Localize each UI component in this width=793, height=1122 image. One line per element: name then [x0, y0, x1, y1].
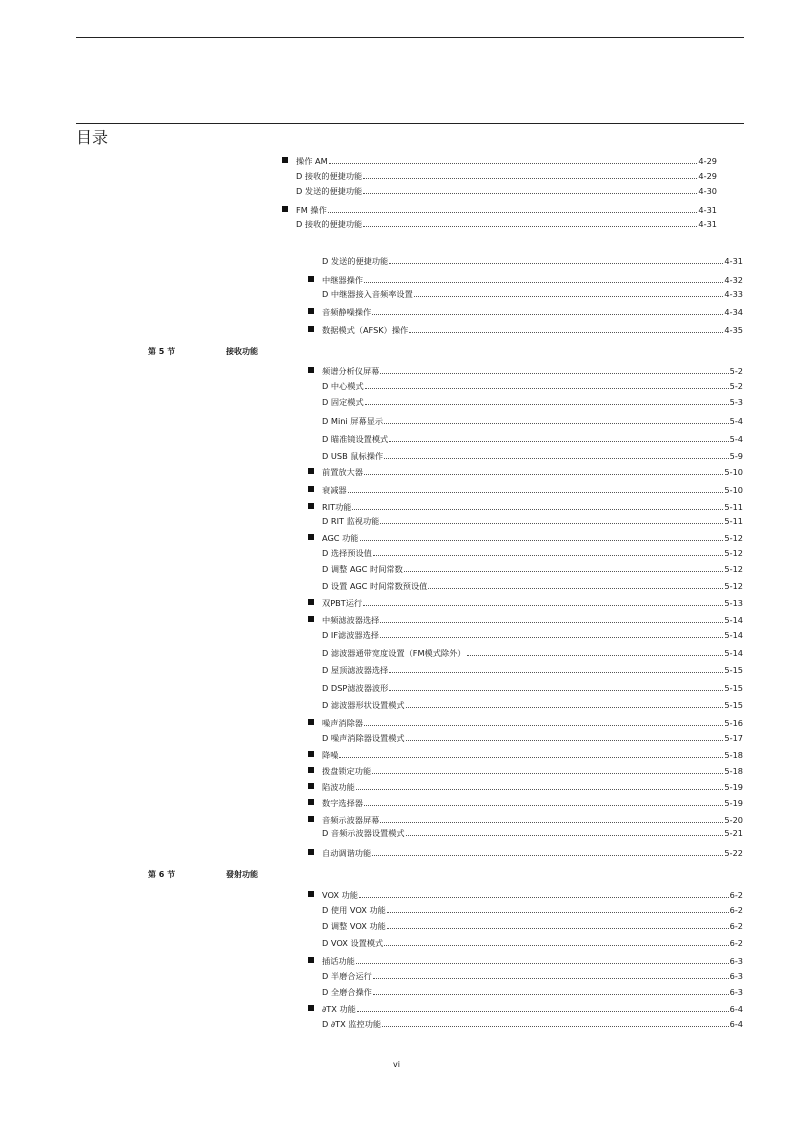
toc-entry-text: D 滤波器通带宽度设置（FM模式除外） [322, 648, 466, 658]
toc-entry-text: D DSP滤波器波形 [322, 683, 389, 693]
bullet-icon [308, 957, 314, 963]
toc-entry-text: D IF滤波器选择 [322, 630, 379, 640]
dot-leader [364, 805, 723, 806]
toc-entry[interactable] [296, 203, 717, 215]
toc-entry-page: 5-22 [724, 848, 743, 858]
toc-entry[interactable] [322, 985, 743, 997]
toc-entry-page: 5-2 [729, 381, 743, 391]
toc-entry[interactable] [322, 254, 743, 266]
toc-entry-text: 衰减器 [322, 485, 347, 495]
dot-leader [363, 226, 697, 227]
toc-entry[interactable] [322, 681, 743, 693]
toc-entry-page: 5-19 [724, 798, 743, 808]
dot-leader [380, 822, 723, 823]
bullet-icon [308, 799, 314, 805]
toc-entry-page: 5-18 [724, 766, 743, 776]
toc-entry[interactable] [322, 483, 743, 495]
toc-entry[interactable] [322, 813, 743, 825]
toc-entry-page: 4-34 [724, 307, 743, 317]
toc-entry-text: D ∂TX 监控功能 [322, 1019, 382, 1029]
toc-entry[interactable] [322, 562, 743, 574]
toc-entry-text: D 使用 VOX 功能 [322, 905, 386, 915]
toc-entry-text: D 中心模式 [322, 381, 364, 391]
toc-entry-text: D 固定模式 [322, 397, 364, 407]
toc-entry-text: D RIT 监视功能 [322, 516, 380, 526]
bullet-icon [308, 783, 314, 789]
dot-leader [363, 605, 723, 606]
dot-leader [406, 740, 724, 741]
toc-entry[interactable] [322, 414, 743, 426]
dot-leader [329, 163, 698, 164]
dot-leader [382, 1026, 729, 1027]
toc-entry-page: 5-11 [724, 516, 743, 526]
dot-leader [364, 282, 723, 283]
toc-entry[interactable] [322, 716, 743, 728]
toc-entry-text: D 发送的便捷功能 [322, 256, 389, 266]
toc-entry[interactable] [322, 969, 743, 981]
toc-entry-text: 数据模式（AFSK）操作 [322, 325, 409, 335]
dot-leader [372, 314, 723, 315]
dot-leader [389, 672, 723, 673]
toc-entry[interactable] [322, 764, 743, 776]
toc-entry-page: 4-31 [698, 205, 717, 215]
dot-leader [380, 637, 723, 638]
toc-entry-text: 自动调谐功能 [322, 848, 372, 858]
toc-entry[interactable] [322, 663, 743, 675]
toc-entry[interactable] [322, 1002, 743, 1014]
toc-entry[interactable] [322, 954, 743, 966]
toc-entry[interactable] [322, 826, 743, 838]
toc-entry[interactable] [322, 628, 743, 640]
toc-entry-page: 5-12 [724, 548, 743, 558]
toc-entry-text: 中继器操作 [322, 275, 363, 285]
toc-entry-page: 5-12 [724, 581, 743, 591]
toc-entry-page: 4-31 [698, 219, 717, 229]
dot-leader [373, 555, 724, 556]
dot-leader [428, 588, 723, 589]
toc-entry-page: 5-2 [729, 366, 743, 376]
page-title: 目录 [76, 128, 109, 147]
toc-entry-text: 音频静噪操作 [322, 307, 372, 317]
toc-entry-text: D 噪声消除器设置模式 [322, 733, 405, 743]
toc-entry-page: 6-3 [729, 987, 743, 997]
toc-entry[interactable] [322, 364, 743, 376]
bullet-icon [308, 486, 314, 492]
toc-entry-text: D 发送的便捷功能 [296, 186, 363, 196]
bullet-icon [308, 1005, 314, 1011]
toc-entry[interactable] [322, 936, 743, 948]
title-rule [76, 123, 744, 124]
toc-entry-text: D 屋顶滤波器选择 [322, 665, 389, 675]
toc-entry[interactable] [322, 846, 743, 858]
toc-entry-page: 6-4 [729, 1019, 743, 1029]
dot-leader [348, 492, 724, 493]
toc-entry[interactable] [322, 698, 743, 710]
toc-entry-text: D 半磨合运行 [322, 971, 372, 981]
dot-leader [380, 622, 723, 623]
bullet-icon [308, 503, 314, 509]
toc-entry-text: 操作 AM [296, 156, 328, 166]
section-5-number: 第 5 节 [148, 347, 176, 356]
dot-leader [389, 263, 723, 264]
toc-entry-page: 6-2 [729, 921, 743, 931]
dot-leader [364, 725, 723, 726]
toc-entry-text: ∂TX 功能 [322, 1004, 356, 1014]
toc-entry-text: 音频示波器屏幕 [322, 815, 380, 825]
dot-leader [356, 963, 729, 964]
toc-entry-page: 5-19 [724, 782, 743, 792]
toc-entry-text: D 调整 VOX 功能 [322, 921, 386, 931]
toc-entry-text: 插话功能 [322, 956, 355, 966]
bullet-icon [308, 719, 314, 725]
toc-entry[interactable] [322, 395, 743, 407]
bullet-icon [308, 751, 314, 757]
dot-leader [356, 789, 724, 790]
toc-entry-text: 降噪 [322, 750, 339, 760]
section-6-title: 發射功能 [226, 870, 258, 879]
dot-leader [372, 773, 723, 774]
dot-leader [373, 994, 729, 995]
dot-leader [380, 523, 723, 524]
toc-entry-text: D 滤波器形状设置模式 [322, 700, 405, 710]
toc-entry-text: 噪声消除器 [322, 718, 363, 728]
bullet-icon [308, 468, 314, 474]
toc-entry-page: 5-12 [724, 564, 743, 574]
toc-entry[interactable] [322, 273, 743, 285]
toc-entry-page: 4-33 [724, 289, 743, 299]
bullet-icon [282, 157, 288, 163]
page-number: vi [393, 1060, 400, 1069]
bullet-icon [282, 206, 288, 212]
toc-entry[interactable] [322, 287, 743, 299]
toc-entry[interactable] [322, 748, 743, 760]
toc-entry-page: 5-18 [724, 750, 743, 760]
toc-entry-text: 前置放大器 [322, 467, 363, 477]
toc-entry-page: 6-3 [729, 956, 743, 966]
toc-entry[interactable] [322, 596, 743, 608]
toc-entry[interactable] [322, 323, 743, 335]
toc-entry-page: 5-11 [724, 502, 743, 512]
toc-entry[interactable] [322, 613, 743, 625]
toc-entry-text: D 音频示波器设置模式 [322, 828, 405, 838]
toc-entry-text: D Mini 屏幕显示 [322, 416, 384, 426]
toc-entry-page: 4-29 [698, 171, 717, 181]
toc-entry-text: D 选择预设值 [322, 548, 372, 558]
toc-entry-text: 双PBT运行 [322, 598, 363, 608]
toc-entry-text: D VOX 设置模式 [322, 938, 384, 948]
toc-entry[interactable] [322, 500, 743, 512]
toc-entry-page: 6-2 [729, 890, 743, 900]
toc-entry[interactable] [296, 184, 717, 196]
toc-entry[interactable] [322, 449, 743, 461]
toc-entry-text: 陷波功能 [322, 782, 355, 792]
toc-entry[interactable] [322, 305, 743, 317]
toc-entry-page: 5-17 [724, 733, 743, 743]
section-6-number: 第 6 节 [148, 870, 176, 879]
section-5-title: 接收功能 [226, 347, 258, 356]
toc-entry-page: 5-15 [724, 665, 743, 675]
toc-entry-page: 5-21 [724, 828, 743, 838]
toc-entry-text: RIT功能 [322, 502, 352, 512]
toc-entry-page: 4-35 [724, 325, 743, 335]
dot-leader [328, 212, 698, 213]
dot-leader [406, 707, 724, 708]
dot-leader [363, 193, 697, 194]
dot-leader [384, 945, 728, 946]
dot-leader [373, 978, 729, 979]
toc-entry-text: VOX 功能 [322, 890, 358, 900]
bullet-icon [308, 616, 314, 622]
bullet-icon [308, 534, 314, 540]
dot-leader [380, 373, 728, 374]
toc-entry[interactable] [322, 514, 743, 526]
toc-entry[interactable] [322, 531, 743, 543]
dot-leader [387, 912, 729, 913]
toc-entry-page: 5-14 [724, 648, 743, 658]
toc-entry[interactable] [322, 379, 743, 391]
bullet-icon [308, 891, 314, 897]
toc-entry-page: 5-4 [729, 434, 743, 444]
toc-entry-page: 5-9 [729, 451, 743, 461]
toc-entry-text: D 设置 AGC 时间常数预设值 [322, 581, 428, 591]
toc-entry-text: D 接收的便捷功能 [296, 219, 363, 229]
dot-leader [359, 897, 729, 898]
toc-entry-page: 5-14 [724, 630, 743, 640]
bullet-icon [308, 816, 314, 822]
bullet-icon [308, 849, 314, 855]
toc-entry-text: D 调整 AGC 时间常数 [322, 564, 403, 574]
dot-leader [357, 1011, 729, 1012]
toc-entry-text: 数字选择器 [322, 798, 363, 808]
toc-entry[interactable] [322, 731, 743, 743]
dot-leader [364, 474, 723, 475]
bullet-icon [308, 367, 314, 373]
dot-leader [360, 540, 724, 541]
toc-entry[interactable] [296, 169, 717, 181]
toc-entry-page: 5-10 [724, 467, 743, 477]
toc-entry[interactable] [322, 465, 743, 477]
toc-entry-text: D 中继器接入音频率设置 [322, 289, 413, 299]
dot-leader [352, 509, 723, 510]
dot-leader [389, 441, 728, 442]
toc-entry-text: D 瞄准镜设置模式 [322, 434, 389, 444]
bullet-icon [308, 308, 314, 314]
bullet-icon [308, 599, 314, 605]
toc-entry-page: 4-32 [724, 275, 743, 285]
bullet-icon [308, 326, 314, 332]
toc-entry-text: 拨盘锁定功能 [322, 766, 372, 776]
toc-entry[interactable] [322, 780, 743, 792]
toc-entry-page: 5-15 [724, 700, 743, 710]
dot-leader [467, 655, 724, 656]
toc-entry-page: 5-10 [724, 485, 743, 495]
toc-entry-page: 5-14 [724, 615, 743, 625]
bullet-icon [308, 767, 314, 773]
toc-entry-text: D USB 鼠标操作 [322, 451, 384, 461]
toc-entry[interactable] [322, 1017, 743, 1029]
toc-entry[interactable] [322, 919, 743, 931]
toc-entry-page: 6-2 [729, 905, 743, 915]
dot-leader [409, 332, 723, 333]
toc-entry-text: D 接收的便捷功能 [296, 171, 363, 181]
toc-entry-page: 5-20 [724, 815, 743, 825]
toc-entry[interactable] [322, 579, 743, 591]
toc-entry[interactable] [322, 546, 743, 558]
toc-entry-page: 4-29 [698, 156, 717, 166]
toc-entry-page: 6-2 [729, 938, 743, 948]
toc-entry-page: 5-4 [729, 416, 743, 426]
dot-leader [387, 928, 729, 929]
dot-leader [365, 388, 729, 389]
toc-entry-page: 5-12 [724, 533, 743, 543]
dot-leader [372, 855, 723, 856]
toc-entry[interactable] [322, 432, 743, 444]
dot-leader [414, 296, 724, 297]
toc-entry-text: AGC 功能 [322, 533, 359, 543]
toc-entry[interactable] [322, 796, 743, 808]
header-rule [76, 37, 744, 38]
dot-leader [406, 835, 724, 836]
toc-entry-page: 4-30 [698, 186, 717, 196]
toc-entry-page: 5-16 [724, 718, 743, 728]
toc-entry-text: 中频滤波器选择 [322, 615, 380, 625]
toc-entry[interactable] [322, 903, 743, 915]
toc-entry-page: 5-15 [724, 683, 743, 693]
toc-entry[interactable] [322, 888, 743, 900]
toc-entry[interactable] [296, 154, 717, 166]
dot-leader [404, 571, 724, 572]
dot-leader [384, 423, 729, 424]
toc-entry-page: 5-13 [724, 598, 743, 608]
dot-leader [363, 178, 697, 179]
dot-leader [389, 690, 723, 691]
bullet-icon [308, 276, 314, 282]
dot-leader [384, 458, 729, 459]
toc-entry[interactable] [322, 646, 743, 658]
dot-leader [339, 757, 723, 758]
toc-entry-text: D 全磨合操作 [322, 987, 372, 997]
dot-leader [365, 404, 729, 405]
toc-entry[interactable] [296, 217, 717, 229]
toc-entry-page: 5-3 [729, 397, 743, 407]
toc-entry-page: 4-31 [724, 256, 743, 266]
toc-entry-page: 6-4 [729, 1004, 743, 1014]
toc-entry-page: 6-3 [729, 971, 743, 981]
toc-entry-text: 频谱分析仪屏幕 [322, 366, 380, 376]
toc-entry-text: FM 操作 [296, 205, 327, 215]
